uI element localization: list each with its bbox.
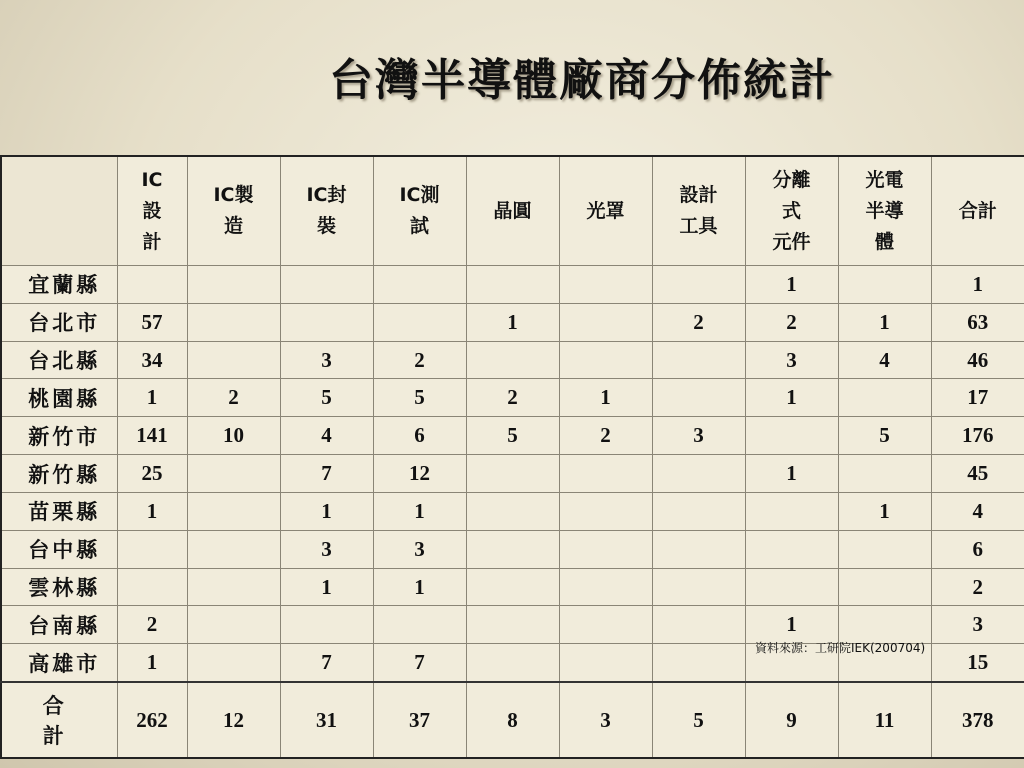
value-cell: 2 — [117, 606, 187, 644]
value-cell: 2 — [559, 417, 652, 455]
value-cell: 12 — [187, 682, 280, 758]
table-row — [1, 568, 1024, 606]
value-cell — [187, 455, 280, 493]
value-cell: 10 — [187, 417, 280, 455]
value-cell — [280, 606, 373, 644]
region-cell: 苗栗縣 — [1, 492, 117, 530]
header-optoelectronic: 光電 半導 體 — [838, 156, 931, 266]
value-cell — [187, 606, 280, 644]
table-row — [1, 492, 1024, 530]
value-cell: 6 — [373, 417, 466, 455]
value-cell: 5 — [280, 379, 373, 417]
header-ic-packaging: IC封 裝 — [280, 156, 373, 266]
region-cell: 宜蘭縣 — [1, 266, 117, 304]
region-cell: 新竹市 — [1, 417, 117, 455]
value-cell: 63 — [931, 303, 1024, 341]
value-cell: 31 — [280, 682, 373, 758]
value-cell: 1 — [745, 379, 838, 417]
region-cell: 台北縣 — [1, 341, 117, 379]
value-cell: 141 — [117, 417, 187, 455]
value-cell — [187, 492, 280, 530]
value-cell: 3 — [280, 341, 373, 379]
value-cell: 2 — [745, 303, 838, 341]
value-cell: 1 — [117, 644, 187, 682]
header-total: 合計 — [931, 156, 1024, 266]
table-body — [1, 266, 1024, 759]
header-ic-manufacturing: IC製 造 — [187, 156, 280, 266]
value-cell: 9 — [745, 682, 838, 758]
value-cell — [559, 530, 652, 568]
region-cell: 合 計 — [1, 682, 117, 758]
value-cell: 1 — [838, 492, 931, 530]
table-row — [1, 530, 1024, 568]
value-cell — [745, 568, 838, 606]
value-cell — [373, 266, 466, 304]
table-row — [1, 341, 1024, 379]
value-cell: 2 — [373, 341, 466, 379]
value-cell: 2 — [187, 379, 280, 417]
value-cell — [466, 492, 559, 530]
value-cell — [373, 606, 466, 644]
value-cell — [466, 341, 559, 379]
value-cell — [187, 568, 280, 606]
value-cell — [466, 644, 559, 682]
value-cell — [466, 530, 559, 568]
table-row — [1, 417, 1024, 455]
value-cell: 2 — [466, 379, 559, 417]
value-cell: 1 — [931, 266, 1024, 304]
value-cell — [117, 530, 187, 568]
value-cell: 1 — [745, 266, 838, 304]
region-cell: 台中縣 — [1, 530, 117, 568]
value-cell: 8 — [466, 682, 559, 758]
value-cell — [559, 455, 652, 493]
value-cell — [652, 266, 745, 304]
value-cell: 34 — [117, 341, 187, 379]
value-cell: 3 — [931, 606, 1024, 644]
total-row — [1, 682, 1024, 758]
value-cell: 176 — [931, 417, 1024, 455]
value-cell: 25 — [117, 455, 187, 493]
header-photomask: 光罩 — [559, 156, 652, 266]
value-cell: 5 — [652, 682, 745, 758]
value-cell — [838, 266, 931, 304]
value-cell: 1 — [466, 303, 559, 341]
value-cell — [187, 266, 280, 304]
value-cell: 3 — [280, 530, 373, 568]
value-cell — [187, 303, 280, 341]
page-title: 台灣半導體廠商分佈統計 — [329, 55, 835, 106]
value-cell: 3 — [373, 530, 466, 568]
value-cell — [838, 530, 931, 568]
value-cell — [559, 606, 652, 644]
value-cell: 46 — [931, 341, 1024, 379]
region-cell: 台北市 — [1, 303, 117, 341]
value-cell — [466, 606, 559, 644]
value-cell: 1 — [117, 379, 187, 417]
value-cell — [745, 417, 838, 455]
value-cell: 4 — [838, 341, 931, 379]
region-cell: 新竹縣 — [1, 455, 117, 493]
value-cell: 37 — [373, 682, 466, 758]
value-cell: 1 — [280, 492, 373, 530]
region-cell: 高雄市 — [1, 644, 117, 682]
region-cell: 雲林縣 — [1, 568, 117, 606]
value-cell — [559, 644, 652, 682]
value-cell: 5 — [373, 379, 466, 417]
value-cell: 262 — [117, 682, 187, 758]
value-cell — [559, 341, 652, 379]
value-cell: 1 — [559, 379, 652, 417]
value-cell: 57 — [117, 303, 187, 341]
value-cell — [559, 568, 652, 606]
value-cell: 12 — [373, 455, 466, 493]
value-cell — [559, 303, 652, 341]
value-cell — [117, 266, 187, 304]
table-row — [1, 455, 1024, 493]
value-cell: 2 — [652, 303, 745, 341]
table-row — [1, 266, 1024, 304]
value-cell — [652, 379, 745, 417]
value-cell: 2 — [931, 568, 1024, 606]
source-note: 資料來源：工研院IEK(200704) — [755, 641, 926, 655]
value-cell — [373, 303, 466, 341]
value-cell: 6 — [931, 530, 1024, 568]
header-corner — [1, 156, 117, 266]
value-cell: 1 — [745, 455, 838, 493]
value-cell — [838, 455, 931, 493]
value-cell — [652, 530, 745, 568]
value-cell: 3 — [745, 341, 838, 379]
value-cell: 5 — [466, 417, 559, 455]
value-cell: 1 — [373, 568, 466, 606]
header-ic-design: IC 設 計 — [117, 156, 187, 266]
value-cell: 7 — [280, 644, 373, 682]
value-cell: 5 — [838, 417, 931, 455]
value-cell — [745, 492, 838, 530]
value-cell: 1 — [745, 606, 838, 644]
value-cell — [838, 568, 931, 606]
value-cell: 378 — [931, 682, 1024, 758]
value-cell: 17 — [931, 379, 1024, 417]
value-cell — [187, 644, 280, 682]
value-cell: 4 — [280, 417, 373, 455]
value-cell — [652, 492, 745, 530]
value-cell: 7 — [280, 455, 373, 493]
value-cell: 7 — [373, 644, 466, 682]
value-cell — [838, 379, 931, 417]
value-cell: 1 — [838, 303, 931, 341]
value-cell — [559, 492, 652, 530]
value-cell — [652, 568, 745, 606]
distribution-table — [0, 155, 1024, 759]
header-discrete-components: 分離 式 元件 — [745, 156, 838, 266]
value-cell — [280, 266, 373, 304]
region-cell: 桃園縣 — [1, 379, 117, 417]
value-cell — [466, 266, 559, 304]
value-cell — [559, 266, 652, 304]
value-cell — [652, 341, 745, 379]
header-wafer: 晶圓 — [466, 156, 559, 266]
value-cell — [652, 644, 745, 682]
table-row — [1, 303, 1024, 341]
value-cell: 3 — [559, 682, 652, 758]
value-cell — [745, 530, 838, 568]
value-cell — [280, 303, 373, 341]
value-cell — [652, 455, 745, 493]
value-cell: 4 — [931, 492, 1024, 530]
header-row — [1, 156, 1024, 266]
value-cell — [466, 568, 559, 606]
value-cell: 15 — [931, 644, 1024, 682]
value-cell — [652, 606, 745, 644]
value-cell: 1 — [373, 492, 466, 530]
value-cell — [117, 568, 187, 606]
value-cell — [466, 455, 559, 493]
region-cell: 台南縣 — [1, 606, 117, 644]
value-cell: 1 — [280, 568, 373, 606]
value-cell: 11 — [838, 682, 931, 758]
value-cell — [187, 341, 280, 379]
value-cell: 1 — [117, 492, 187, 530]
value-cell: 3 — [652, 417, 745, 455]
value-cell — [187, 530, 280, 568]
header-ic-testing: IC測 試 — [373, 156, 466, 266]
header-design-tools: 設計 工具 — [652, 156, 745, 266]
table-row — [1, 379, 1024, 417]
value-cell: 45 — [931, 455, 1024, 493]
